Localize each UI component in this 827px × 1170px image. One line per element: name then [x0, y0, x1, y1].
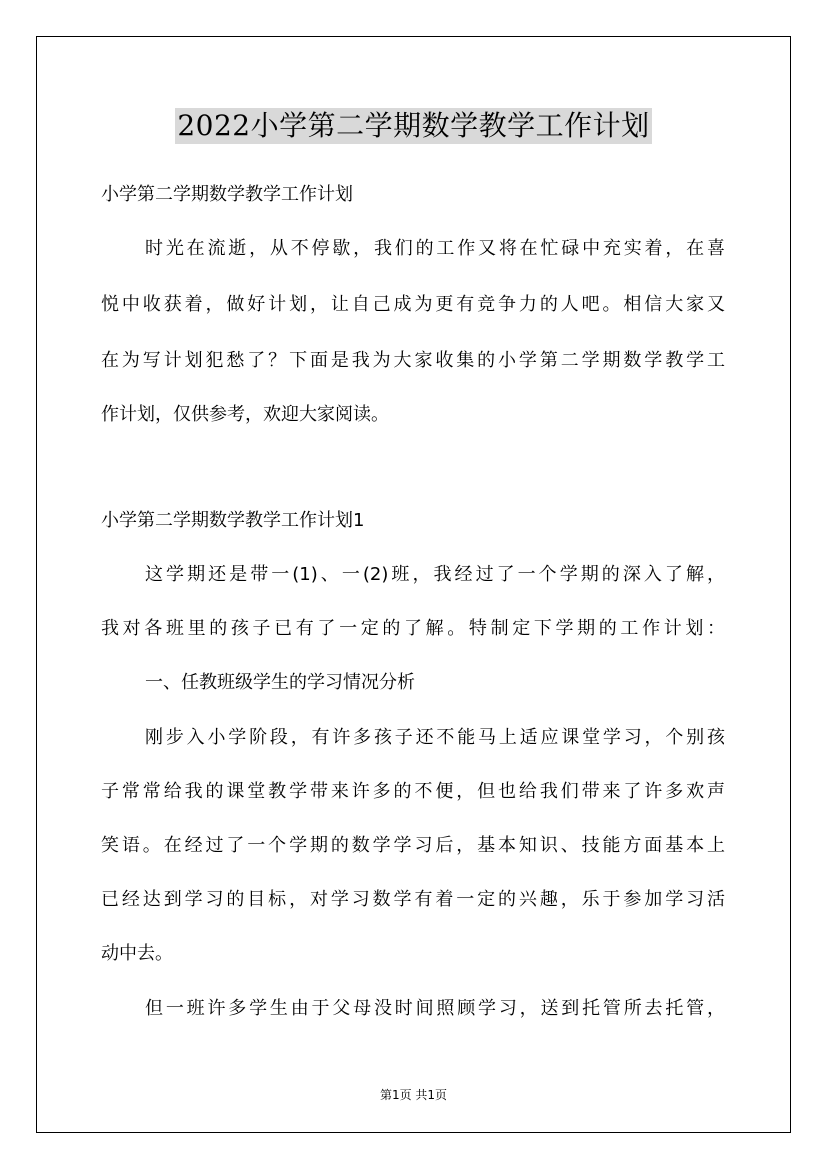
- intro-line: 时光在流逝，从不停歇，我们的工作又将在忙碌中充实着，在喜: [145, 238, 725, 259]
- intro-line: 悦中收获着，做好计划，让自己成为更有竞争力的人吧。相信大家又: [101, 294, 725, 315]
- paragraph-line: 已经达到学习的目标，对学习数学有着一定的兴趣，乐于参加学习活: [101, 889, 725, 910]
- section-heading: 小学第二学期数学教学工作计划1: [101, 510, 365, 531]
- title-container: [37, 108, 790, 144]
- paragraph-line: 这学期还是带一(1)、一(2)班，我经过了一个学期的深入了解，: [145, 564, 725, 585]
- page-footer: 第1页 共1页: [379, 1088, 448, 1102]
- intro-line: 在为写计划犯愁了？下面是我为大家收集的小学第二学期数学教学工: [101, 350, 725, 371]
- paragraph-line: 动中去。: [101, 943, 173, 964]
- intro-line: 作计划，仅供参考，欢迎大家阅读。: [101, 404, 389, 425]
- document-title: 2022小学第二学期数学教学工作计划: [177, 109, 650, 142]
- paragraph-line: 我对各班里的孩子已有了一定的了解。特制定下学期的工作计划：: [101, 618, 725, 639]
- subtitle: 小学第二学期数学教学工作计划: [101, 184, 353, 205]
- item-heading: 一、任教班级学生的学习情况分析: [145, 672, 415, 693]
- paragraph-line: 但一班许多学生由于父母没时间照顾学习，送到托管所去托管，: [145, 998, 725, 1019]
- paragraph-line: 子常常给我的课堂教学带来许多的不便，但也给我们带来了许多欢声: [101, 781, 725, 802]
- document-page: [36, 36, 791, 1133]
- paragraph-line: 笑语。在经过了一个学期的数学学习后，基本知识、技能方面基本上: [101, 835, 725, 856]
- paragraph-line: 刚步入小学阶段，有许多孩子还不能马上适应课堂学习，个别孩: [145, 727, 725, 748]
